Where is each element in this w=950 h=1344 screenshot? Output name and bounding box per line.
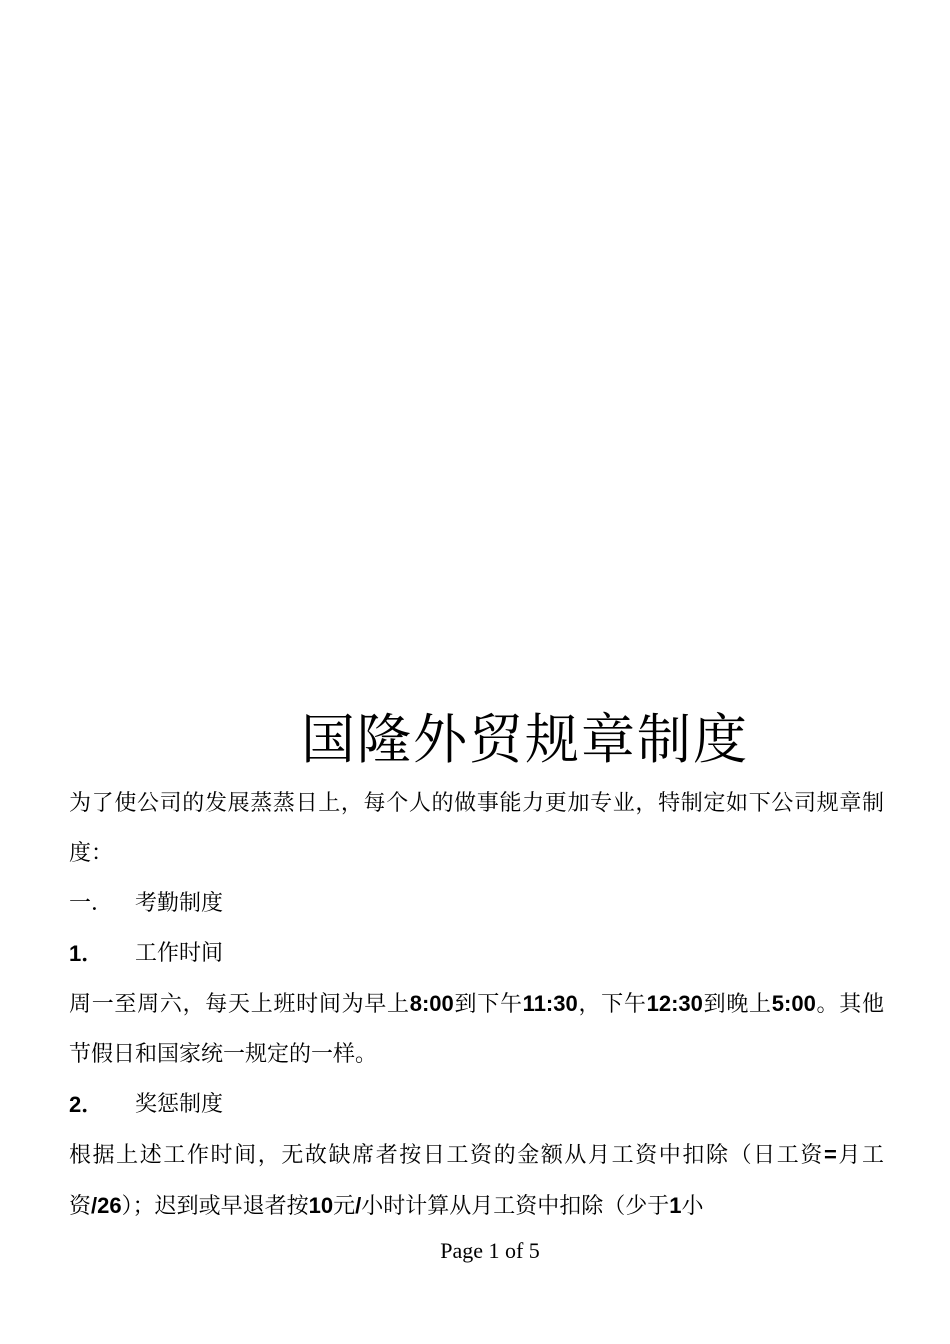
text-run: ）；迟到或早退者按 [121,1194,309,1219]
text-run: 周一至周六，每天上班时间为早上 [69,992,410,1017]
text-run: 元 [333,1194,356,1219]
document-body [69,779,884,1232]
time-value: 12:30 [646,991,703,1016]
item-number: 2． [69,1092,104,1117]
item-label: 奖惩制度 [135,1092,224,1117]
item-number: 1． [69,941,104,966]
text-run: 小时计算从月工资中扣除（少于 [361,1194,670,1219]
time-value: 8:00 [409,991,454,1016]
document-title: 国隆外贸规章制度 [301,708,749,771]
item-heading-rewards [69,1080,884,1130]
section-label: 考勤制度 [135,891,224,916]
text-run: 小 [681,1194,704,1219]
text-run: 月工资 [69,1143,884,1219]
text-run: 根据上述工作时间，无故缺席者按日工资的金额从月工资中扣除（日工资 [69,1143,824,1168]
symbol: / [355,1193,362,1218]
number-value: 10 [308,1193,334,1218]
text-run: 。其他节假日和国家统一规定的一样。 [69,992,884,1067]
intro-paragraph: 为了使公司的发展蒸蒸日上，每个人的做事能力更加专业，特制定如下公司规章制度： [69,791,884,866]
text-run: 到下午 [453,992,523,1017]
text-run: ，下午 [577,992,647,1017]
page-footer: Page 1 of 5 [440,1238,540,1263]
time-value: 11:30 [522,991,578,1016]
section-heading-attendance [69,879,884,929]
item-heading-work-hours [69,929,884,979]
section-number: 一． [69,891,114,916]
symbol: = [823,1142,837,1167]
item-label: 工作时间 [135,941,224,966]
time-value: 5:00 [771,991,816,1016]
number-value: /26 [91,1193,122,1218]
rewards-paragraph [69,1130,884,1232]
work-hours-paragraph [69,979,884,1080]
number-value: 1 [669,1193,682,1218]
text-run: 到晚上 [702,992,772,1017]
